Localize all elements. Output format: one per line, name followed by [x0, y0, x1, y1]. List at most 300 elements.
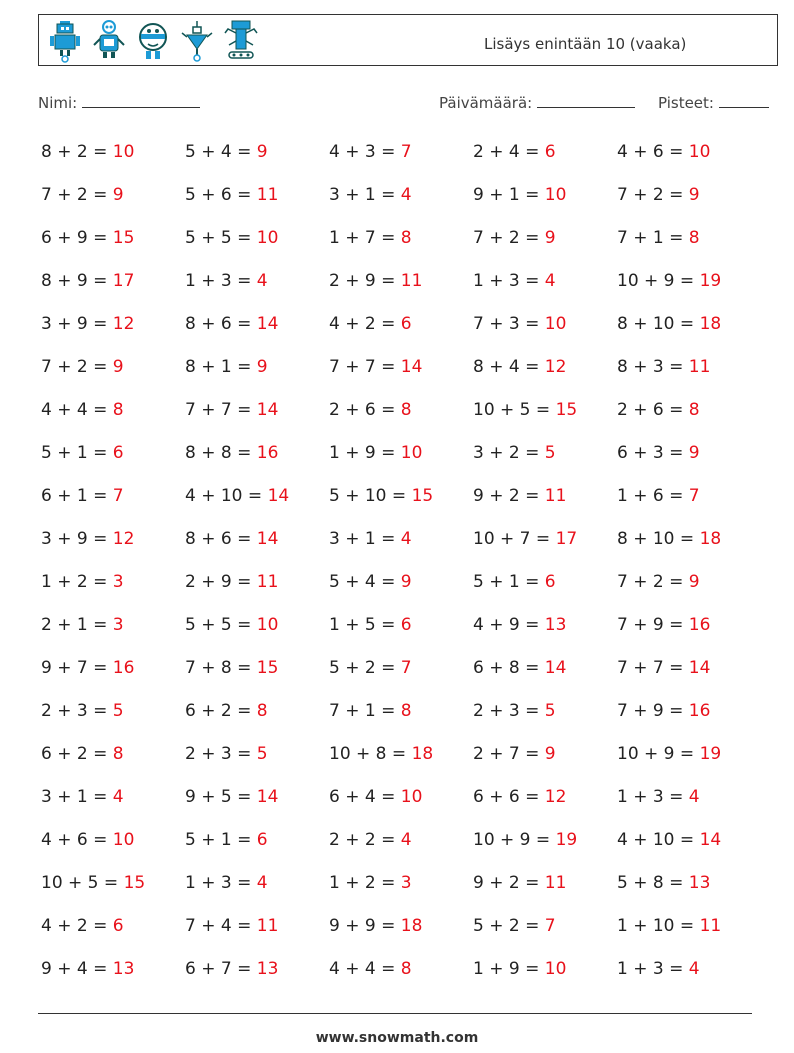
problem-item — [473, 787, 566, 807]
problem-item — [329, 701, 412, 721]
problem-row — [41, 572, 781, 598]
problem-item — [185, 572, 278, 592]
problem-question: 6 + 9 = — [41, 228, 108, 248]
problem-question: 4 + 2 = — [41, 916, 108, 936]
problem-answer: 15 — [123, 873, 146, 893]
problem-item — [329, 615, 412, 635]
problem-row — [41, 185, 781, 211]
problem-question: 7 + 4 = — [185, 916, 252, 936]
problem-question: 1 + 2 = — [41, 572, 108, 592]
problem-item — [41, 443, 124, 463]
problem-item — [617, 185, 700, 205]
problem-answer: 3 — [112, 615, 124, 635]
name-label: Nimi: — [38, 94, 78, 112]
problem-answer: 6 — [400, 314, 412, 334]
problem-question: 8 + 4 = — [473, 357, 540, 377]
problem-answer: 10 — [112, 830, 135, 850]
problem-answer: 7 — [544, 916, 556, 936]
problem-item — [617, 959, 700, 979]
problem-answer: 14 — [544, 658, 567, 678]
problem-item — [41, 658, 134, 678]
problem-answer: 5 — [544, 443, 556, 463]
date-blank[interactable] — [537, 93, 635, 108]
problem-answer: 4 — [688, 959, 700, 979]
problem-item — [617, 615, 710, 635]
problem-question: 4 + 10 = — [617, 830, 695, 850]
problem-item — [473, 529, 577, 549]
problem-answer: 8 — [400, 959, 412, 979]
problem-item — [617, 916, 721, 936]
problem-answer: 16 — [112, 658, 135, 678]
problem-question: 3 + 9 = — [41, 314, 108, 334]
problem-answer: 18 — [411, 744, 434, 764]
problem-answer: 6 — [544, 142, 556, 162]
robot-icon — [179, 19, 215, 63]
problem-answer: 14 — [256, 787, 279, 807]
robot-icon — [47, 19, 83, 63]
problem-answer: 12 — [544, 787, 567, 807]
problem-item — [41, 744, 124, 764]
problem-item — [473, 701, 556, 721]
problem-answer: 15 — [256, 658, 279, 678]
problem-item — [617, 357, 710, 377]
problem-question: 4 + 9 = — [473, 615, 540, 635]
problem-item — [41, 400, 124, 420]
problem-answer: 12 — [112, 529, 135, 549]
problem-item — [41, 228, 134, 248]
problem-question: 6 + 7 = — [185, 959, 252, 979]
problem-item — [185, 486, 289, 506]
problem-item — [329, 830, 412, 850]
problem-answer: 5 — [544, 701, 556, 721]
problem-answer: 15 — [555, 400, 578, 420]
problem-item — [617, 529, 721, 549]
problem-question: 8 + 6 = — [185, 314, 252, 334]
problem-item — [329, 314, 412, 334]
problem-question: 8 + 10 = — [617, 529, 695, 549]
score-field — [658, 93, 769, 112]
problem-answer: 11 — [544, 486, 567, 506]
problem-item — [329, 572, 412, 592]
problem-item — [329, 357, 422, 377]
problem-row — [41, 959, 781, 985]
problem-item — [41, 916, 124, 936]
problem-item — [185, 443, 278, 463]
problem-item — [41, 185, 124, 205]
problem-item — [617, 873, 710, 893]
problem-question: 8 + 2 = — [41, 142, 108, 162]
problem-row — [41, 443, 781, 469]
problem-answer: 13 — [256, 959, 279, 979]
problem-question: 2 + 7 = — [473, 744, 540, 764]
problem-question: 1 + 3 = — [473, 271, 540, 291]
problem-answer: 4 — [400, 529, 412, 549]
problem-question: 5 + 5 = — [185, 228, 252, 248]
problem-question: 7 + 2 = — [617, 185, 684, 205]
problem-answer: 5 — [112, 701, 124, 721]
worksheet-title: Lisäys enintään 10 (vaaka) — [484, 35, 687, 53]
problem-item — [473, 314, 566, 334]
problem-item — [473, 400, 577, 420]
problem-item — [329, 873, 412, 893]
problem-row — [41, 142, 781, 168]
problem-item — [329, 959, 412, 979]
problem-answer: 3 — [112, 572, 124, 592]
problem-answer: 14 — [256, 400, 279, 420]
problem-question: 4 + 10 = — [185, 486, 263, 506]
problem-item — [473, 658, 566, 678]
problem-item — [185, 529, 278, 549]
problem-answer: 8 — [400, 400, 412, 420]
problem-answer: 4 — [112, 787, 124, 807]
problem-item — [329, 271, 422, 291]
problem-item — [185, 916, 278, 936]
problem-answer: 14 — [267, 486, 290, 506]
problem-question: 8 + 9 = — [41, 271, 108, 291]
problem-answer: 8 — [688, 400, 700, 420]
problem-item — [329, 787, 422, 807]
problem-question: 10 + 9 = — [617, 744, 695, 764]
problem-item — [329, 744, 433, 764]
problem-answer: 6 — [544, 572, 556, 592]
problem-item — [473, 873, 566, 893]
problem-answer: 3 — [400, 873, 412, 893]
problem-question: 5 + 5 = — [185, 615, 252, 635]
problem-question: 7 + 2 = — [41, 185, 108, 205]
problem-item — [473, 357, 566, 377]
problem-question: 7 + 2 = — [473, 228, 540, 248]
problem-answer: 10 — [400, 443, 423, 463]
problem-answer: 17 — [112, 271, 135, 291]
problem-answer: 6 — [400, 615, 412, 635]
problem-row — [41, 529, 781, 555]
problem-answer: 6 — [112, 443, 124, 463]
problem-item — [41, 959, 134, 979]
problem-item — [617, 658, 710, 678]
problem-answer: 15 — [411, 486, 434, 506]
problem-answer: 13 — [688, 873, 711, 893]
problem-answer: 19 — [555, 830, 578, 850]
problem-answer: 11 — [688, 357, 711, 377]
problem-answer: 4 — [256, 873, 268, 893]
problem-answer: 4 — [256, 271, 268, 291]
problem-answer: 6 — [112, 916, 124, 936]
problem-answer: 10 — [256, 615, 279, 635]
problem-answer: 19 — [699, 744, 722, 764]
problem-item — [617, 271, 721, 291]
problem-question: 8 + 3 = — [617, 357, 684, 377]
problem-question: 4 + 4 = — [41, 400, 108, 420]
problem-answer: 19 — [699, 271, 722, 291]
problem-answer: 9 — [688, 443, 700, 463]
problem-row — [41, 314, 781, 340]
problem-row — [41, 615, 781, 641]
problem-answer: 12 — [544, 357, 567, 377]
problem-item — [329, 916, 422, 936]
problem-question: 2 + 6 = — [329, 400, 396, 420]
problem-question: 2 + 4 = — [473, 142, 540, 162]
problem-question: 6 + 3 = — [617, 443, 684, 463]
problem-question: 5 + 1 = — [41, 443, 108, 463]
problem-question: 7 + 1 = — [617, 228, 684, 248]
problem-item — [473, 830, 577, 850]
problem-answer: 9 — [112, 357, 124, 377]
problem-answer: 9 — [256, 357, 268, 377]
problem-question: 9 + 4 = — [41, 959, 108, 979]
problem-answer: 18 — [699, 529, 722, 549]
problem-item — [185, 830, 268, 850]
problem-row — [41, 658, 781, 684]
problem-answer: 14 — [400, 357, 423, 377]
problem-row — [41, 400, 781, 426]
problem-answer: 14 — [699, 830, 722, 850]
problem-row — [41, 228, 781, 254]
problem-item — [41, 271, 134, 291]
robot-icon — [135, 19, 171, 63]
problem-item — [473, 916, 556, 936]
problem-answer: 4 — [400, 830, 412, 850]
problem-question: 1 + 3 = — [617, 787, 684, 807]
problem-item — [473, 486, 566, 506]
problem-answer: 9 — [688, 572, 700, 592]
problem-answer: 10 — [112, 142, 135, 162]
problem-item — [185, 615, 278, 635]
problem-question: 7 + 9 = — [617, 615, 684, 635]
problem-item — [473, 185, 566, 205]
problem-question: 4 + 4 = — [329, 959, 396, 979]
problem-question: 7 + 2 = — [617, 572, 684, 592]
problem-answer: 12 — [112, 314, 135, 334]
problem-answer: 4 — [400, 185, 412, 205]
score-blank[interactable] — [719, 93, 769, 108]
problem-row — [41, 486, 781, 512]
problem-answer: 13 — [544, 615, 567, 635]
problem-item — [185, 787, 278, 807]
problem-question: 10 + 9 = — [473, 830, 551, 850]
problem-item — [329, 443, 422, 463]
problem-answer: 17 — [555, 529, 578, 549]
problem-question: 1 + 9 = — [473, 959, 540, 979]
problem-question: 2 + 2 = — [329, 830, 396, 850]
problem-question: 1 + 2 = — [329, 873, 396, 893]
problem-item — [185, 314, 278, 334]
problem-row — [41, 873, 781, 899]
problem-question: 1 + 9 = — [329, 443, 396, 463]
problem-question: 2 + 9 = — [329, 271, 396, 291]
name-blank[interactable] — [82, 93, 200, 108]
problem-item — [473, 271, 556, 291]
problem-answer: 8 — [688, 228, 700, 248]
problem-item — [41, 787, 124, 807]
problem-question: 2 + 6 = — [617, 400, 684, 420]
problem-item — [41, 873, 145, 893]
problem-item — [617, 314, 721, 334]
problem-item — [41, 486, 124, 506]
problem-question: 3 + 1 = — [329, 185, 396, 205]
problem-question: 8 + 8 = — [185, 443, 252, 463]
problem-item — [185, 185, 278, 205]
problem-question: 5 + 4 = — [185, 142, 252, 162]
problem-answer: 14 — [256, 529, 279, 549]
problem-question: 4 + 6 = — [617, 142, 684, 162]
problem-answer: 8 — [112, 400, 124, 420]
problem-answer: 9 — [544, 228, 556, 248]
problem-question: 6 + 2 = — [41, 744, 108, 764]
problem-answer: 11 — [256, 572, 279, 592]
problem-question: 9 + 7 = — [41, 658, 108, 678]
problem-question: 7 + 9 = — [617, 701, 684, 721]
problem-question: 7 + 7 = — [329, 357, 396, 377]
problem-question: 2 + 3 = — [473, 701, 540, 721]
problem-question: 9 + 9 = — [329, 916, 396, 936]
problem-answer: 4 — [688, 787, 700, 807]
footer-divider — [38, 1013, 752, 1014]
problem-question: 1 + 3 = — [185, 873, 252, 893]
problem-item — [473, 959, 566, 979]
problem-item — [41, 529, 134, 549]
problem-answer: 10 — [400, 787, 423, 807]
problem-question: 2 + 9 = — [185, 572, 252, 592]
problem-answer: 10 — [688, 142, 711, 162]
worksheet-header — [38, 14, 778, 66]
problem-answer: 4 — [544, 271, 556, 291]
problem-item — [185, 142, 268, 162]
problem-question: 6 + 1 = — [41, 486, 108, 506]
robot-icon — [223, 19, 259, 63]
problem-question: 1 + 3 = — [185, 271, 252, 291]
problem-item — [329, 658, 412, 678]
problem-item — [617, 744, 721, 764]
problem-item — [41, 314, 134, 334]
problem-answer: 10 — [544, 959, 567, 979]
problem-item — [185, 357, 268, 377]
problem-answer: 10 — [544, 314, 567, 334]
score-label: Pisteet: — [658, 94, 714, 112]
problem-item — [41, 142, 134, 162]
problem-question: 7 + 7 = — [185, 400, 252, 420]
problem-question: 5 + 6 = — [185, 185, 252, 205]
problem-question: 2 + 3 = — [185, 744, 252, 764]
problem-item — [329, 486, 433, 506]
footer-url: www.snowmath.com — [315, 1030, 479, 1046]
problem-question: 7 + 8 = — [185, 658, 252, 678]
problem-row — [41, 271, 781, 297]
problem-item — [617, 443, 700, 463]
problem-item — [473, 228, 556, 248]
date-field — [439, 93, 635, 112]
problem-item — [473, 615, 566, 635]
problem-item — [617, 142, 710, 162]
problem-item — [41, 357, 124, 377]
problem-item — [41, 615, 124, 635]
problem-answer: 11 — [699, 916, 722, 936]
problem-answer: 9 — [112, 185, 124, 205]
problem-question: 5 + 4 = — [329, 572, 396, 592]
problem-question: 8 + 10 = — [617, 314, 695, 334]
problem-item — [329, 185, 412, 205]
problem-answer: 16 — [256, 443, 279, 463]
problem-answer: 18 — [699, 314, 722, 334]
problem-question: 4 + 6 = — [41, 830, 108, 850]
problem-question: 7 + 2 = — [41, 357, 108, 377]
problem-item — [329, 529, 412, 549]
problem-question: 10 + 9 = — [617, 271, 695, 291]
problem-item — [41, 830, 134, 850]
problem-item — [41, 572, 124, 592]
problem-question: 2 + 1 = — [41, 615, 108, 635]
problem-question: 5 + 2 = — [329, 658, 396, 678]
problem-question: 9 + 1 = — [473, 185, 540, 205]
problem-question: 1 + 7 = — [329, 228, 396, 248]
problem-answer: 13 — [112, 959, 135, 979]
problem-question: 5 + 1 = — [473, 572, 540, 592]
problem-item — [185, 701, 268, 721]
problem-question: 10 + 5 = — [473, 400, 551, 420]
problem-question: 7 + 7 = — [617, 658, 684, 678]
problem-item — [185, 873, 268, 893]
robot-icons — [47, 19, 259, 63]
problem-answer: 15 — [112, 228, 135, 248]
problem-answer: 11 — [400, 271, 423, 291]
problem-row — [41, 701, 781, 727]
problem-question: 5 + 10 = — [329, 486, 407, 506]
problem-question: 9 + 2 = — [473, 873, 540, 893]
problem-item — [185, 744, 268, 764]
problem-item — [473, 142, 556, 162]
problem-question: 3 + 9 = — [41, 529, 108, 549]
problem-item — [329, 142, 412, 162]
problem-question: 3 + 2 = — [473, 443, 540, 463]
problem-question: 3 + 1 = — [329, 529, 396, 549]
problem-question: 4 + 3 = — [329, 142, 396, 162]
problem-answer: 14 — [256, 314, 279, 334]
robot-icon — [91, 19, 127, 63]
problem-answer: 16 — [688, 615, 711, 635]
problem-question: 5 + 2 = — [473, 916, 540, 936]
problem-answer: 10 — [256, 228, 279, 248]
problem-item — [473, 744, 556, 764]
problem-item — [185, 400, 278, 420]
problem-question: 1 + 10 = — [617, 916, 695, 936]
problem-answer: 7 — [400, 142, 412, 162]
problem-item — [617, 572, 700, 592]
problem-item — [185, 658, 278, 678]
problem-answer: 16 — [688, 701, 711, 721]
problem-answer: 14 — [688, 658, 711, 678]
problem-item — [185, 959, 278, 979]
name-field — [38, 93, 200, 112]
problem-row — [41, 357, 781, 383]
problem-item — [185, 228, 278, 248]
problem-question: 8 + 6 = — [185, 529, 252, 549]
problem-question: 1 + 6 = — [617, 486, 684, 506]
problem-row — [41, 916, 781, 942]
problem-answer: 9 — [256, 142, 268, 162]
problem-answer: 7 — [400, 658, 412, 678]
problem-question: 2 + 3 = — [41, 701, 108, 721]
problem-item — [329, 400, 412, 420]
problem-answer: 9 — [688, 185, 700, 205]
problem-question: 6 + 8 = — [473, 658, 540, 678]
problem-item — [41, 701, 124, 721]
problem-item — [617, 228, 700, 248]
problem-question: 6 + 6 = — [473, 787, 540, 807]
problem-item — [329, 228, 412, 248]
problem-answer: 8 — [400, 701, 412, 721]
problem-answer: 18 — [400, 916, 423, 936]
problem-item — [617, 830, 721, 850]
problem-answer: 7 — [688, 486, 700, 506]
